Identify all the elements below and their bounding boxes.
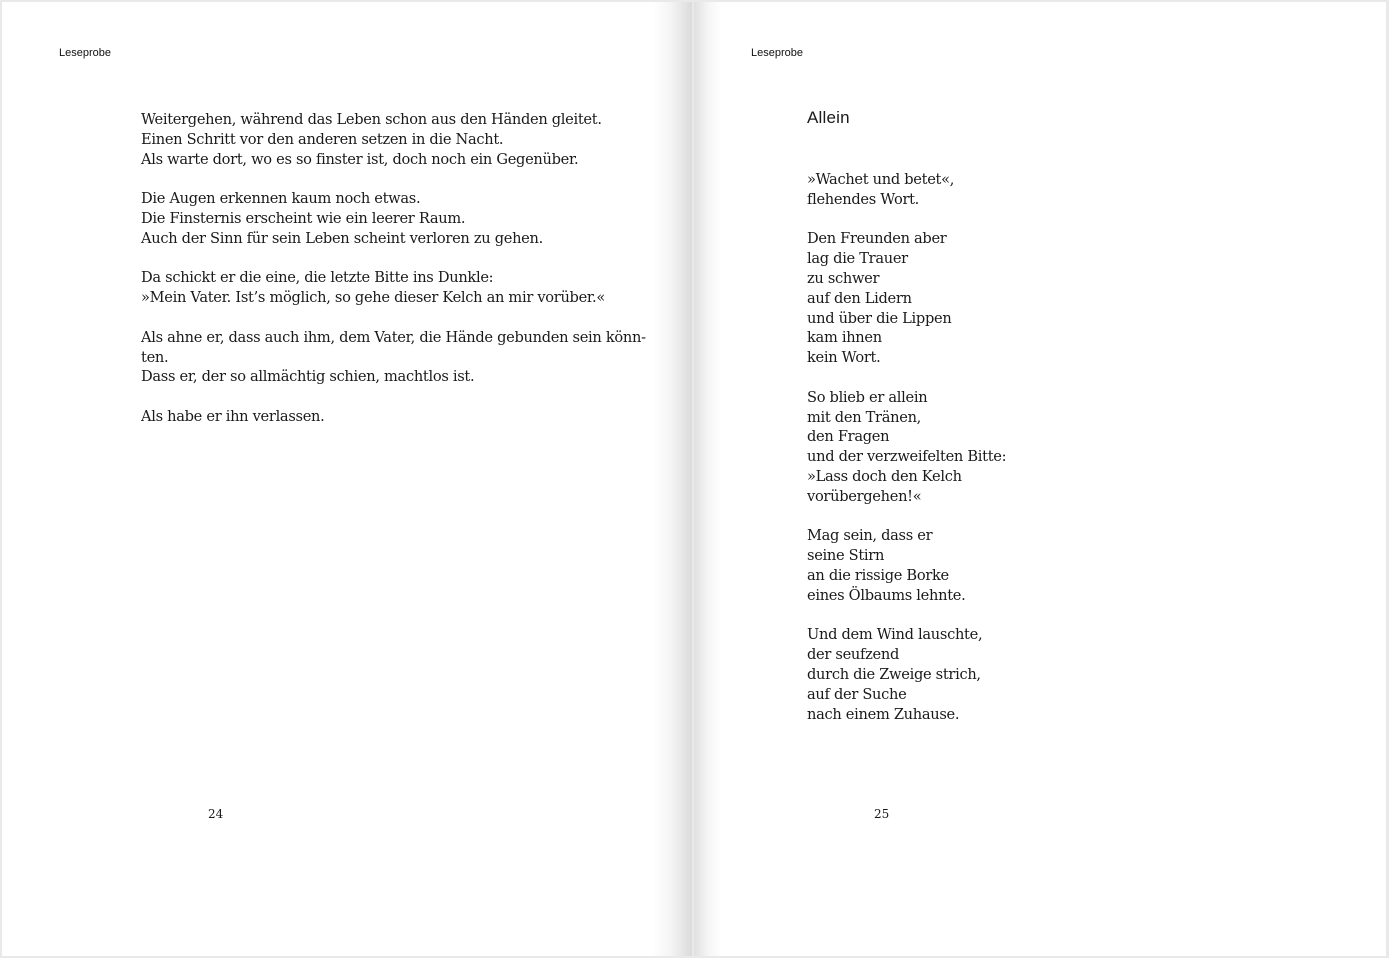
poem-line: Mag sein, dass er [807,527,933,545]
paragraph [141,407,601,427]
poem-line: eines Ölbaums lehnte. [807,586,966,604]
poem-line: »Lass doch den Kelch [807,467,962,485]
text-line: Die Finsternis erscheint wie ein leerer Raum. [141,209,466,227]
left-page [2,2,692,956]
poem-line: kam ihnen [807,329,882,347]
poem-line: und über die Lippen [807,309,952,327]
poem-line: zu schwer [807,269,880,287]
text-line: ten. [141,348,169,366]
poem-line: flehendes Wort. [807,190,920,208]
text-line: Als habe er ihn verlassen. [141,407,325,425]
poem-line: auf den Lidern [807,289,912,307]
text-line: Einen Schritt vor den anderen setzen in die Nacht. [141,130,504,148]
poem-line: vorübergehen!« [807,487,922,505]
stanza [807,229,1107,368]
text-line: Weitergehen, während das Leben schon aus den Händen gleitet. [141,111,602,128]
running-head: Leseprobe [751,47,803,59]
poem-line: So blieb er allein [807,388,928,406]
paragraph [141,268,605,308]
text-line: Da schickt er die eine, die letzte Bitte ins Dunkle: [141,269,494,287]
poem-line: an die rissige Borke [807,566,949,584]
text-line: Als ahne er, dass auch ihm, dem Vater, die Hände gebunden sein könn- [141,328,646,346]
poem-line: lag die Trauer [807,250,908,268]
page-number: 25 [874,807,890,821]
poem-line: »Wachet und betet«, [807,171,955,188]
poem-line: und der verzweifelten Bitte: [807,448,1007,466]
poem-title: Allein [807,108,850,127]
text-line: Dass er, der so allmächtig schien, machtlos ist. [141,368,475,386]
paragraph [141,110,601,169]
stanza [807,625,1107,724]
stanza [807,526,1107,605]
text-line: Die Augen erkennen kaum noch etwas. [141,190,421,208]
stanza [807,170,1107,210]
text-line: »Mein Vater. Ist’s möglich, so gehe dieser Kelch an mir vorüber.« [141,289,605,307]
text-line: Als warte dort, wo es so finster ist, doch noch ein Gegenüber. [141,150,579,168]
poem-line: den Fragen [807,428,890,446]
right-page [694,2,1386,956]
poem-line: kein Wort. [807,349,881,367]
poem-line: auf der Suche [807,685,907,703]
poem-line: der seufzend [807,646,899,664]
gutter-shadow [694,2,722,956]
poem-line: nach einem Zuhause. [807,705,960,723]
page-number: 24 [208,807,224,821]
poem-line: mit den Tränen, [807,408,922,426]
running-head: Leseprobe [59,47,111,59]
poem-line: durch die Zweige strich, [807,665,981,683]
paragraph [141,189,601,248]
prose-text [141,110,646,447]
paragraph [141,328,646,387]
gutter-shadow [652,2,692,956]
poem-line: Den Freunden aber [807,230,947,248]
poem-text [807,170,1107,744]
poem-line: Und dem Wind lauschte, [807,626,983,644]
poem-line: seine Stirn [807,547,885,565]
text-line: Auch der Sinn für sein Leben scheint verloren zu gehen. [141,229,543,247]
stanza [807,388,1107,507]
